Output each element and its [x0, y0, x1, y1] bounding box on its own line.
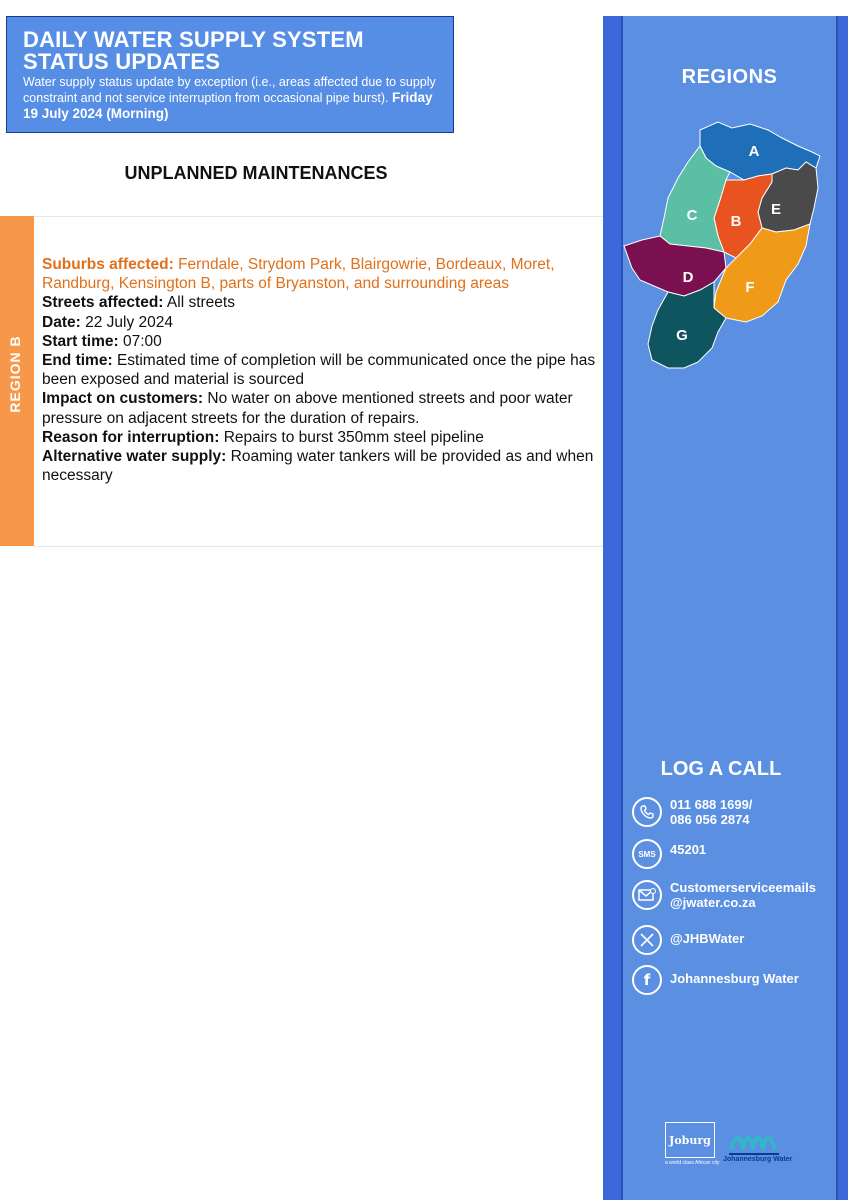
divider-top [34, 216, 611, 217]
start-time-row [42, 332, 607, 351]
suburbs-label: Suburbs affected: [42, 256, 174, 273]
email-line-2: @jwater.co.za [670, 895, 756, 910]
map-label-g: G [676, 327, 688, 344]
end-time-label: End time: [42, 352, 113, 370]
section-title: UNPLANNED MAINTENANCES [124, 163, 388, 183]
suburbs-row [42, 255, 607, 293]
maintenance-details [42, 255, 607, 485]
map-label-d: D [682, 269, 694, 286]
start-time-label: Start time: [42, 332, 119, 350]
suburbs-value: Ferndale, Strydom Park, Blairgowrie, Bordeaux, Moret, Randburg, Kensington B, parts of Bryanston, and surrounding areas [42, 256, 555, 293]
facebook-icon: f [632, 965, 662, 995]
reason-row [42, 428, 607, 447]
sms-icon-text: SMS [638, 849, 656, 859]
date-label: Date: [42, 313, 81, 331]
end-time-row [42, 351, 607, 389]
map-label-b: B [730, 213, 742, 230]
joburg-logo: Joburg [665, 1122, 715, 1158]
sms-icon [632, 839, 662, 869]
regions-map [622, 118, 828, 384]
end-time-value: Estimated time of completion will be communicated once the pipe has been exposed and material is sourced [42, 352, 596, 389]
alternative-supply-value: Roaming water tankers will be provided as and when necessary [42, 448, 594, 485]
map-label-e: E [770, 201, 782, 218]
header-title-line2: STATUS UPDATES [23, 49, 221, 74]
date-value: 22 July 2024 [85, 313, 173, 331]
footer-logos [665, 1120, 793, 1168]
map-label-a: A [748, 143, 760, 160]
impact-row [42, 389, 607, 427]
map-region-g [648, 282, 726, 368]
phone-number-1: 011 688 1699/ [670, 797, 753, 812]
header-description-text: Water supply status update by exception (i.e., areas affected due to supply constraint and not service interruption from occasional pipe burst). [23, 75, 436, 105]
reason-value: Repairs to burst 350mm steel pipeline [223, 428, 484, 446]
reason-label: Reason for interruption: [42, 428, 220, 446]
twitter-handle: @JHBWater [670, 931, 745, 946]
divider-bottom [34, 546, 611, 547]
region-tab [0, 216, 34, 546]
sms-number: 45201 [670, 842, 707, 857]
alternative-supply-label: Alternative water supply: [42, 448, 227, 466]
impact-value: No water on above mentioned streets and poor water pressure on adjacent streets for the duration of repairs. [42, 390, 573, 427]
start-time-value: 07:00 [122, 332, 162, 350]
email-line-1: Customerserviceemails [670, 880, 816, 895]
header-description [23, 75, 439, 122]
phone-icon [632, 797, 662, 827]
map-label-c: C [686, 207, 698, 224]
impact-label: Impact on customers: [42, 390, 204, 408]
header-date: Friday 19 July 2024 (Morning) [23, 90, 433, 121]
streets-row [42, 293, 607, 312]
header-title-line1: DAILY WATER SUPPLY SYSTEM [23, 27, 364, 52]
streets-label: Streets affected: [42, 294, 164, 312]
phone-number-2: 086 056 2874 [670, 812, 750, 827]
header-banner [6, 16, 454, 133]
streets-value: All streets [166, 294, 235, 312]
joburg-tagline: a world class African city [665, 1160, 720, 1166]
x-twitter-icon [632, 925, 662, 955]
log-a-call-title: LOG A CALL [660, 758, 782, 780]
email-icon [632, 880, 662, 910]
johannesburg-water-logo-text: Johannesburg Water [723, 1156, 793, 1163]
date-row [42, 313, 607, 332]
map-label-f: F [745, 279, 755, 296]
regions-title: REGIONS [681, 66, 778, 88]
alternative-supply-row [42, 447, 607, 485]
region-label: REGION B [7, 335, 23, 413]
facebook-name: Johannesburg Water [670, 971, 799, 986]
